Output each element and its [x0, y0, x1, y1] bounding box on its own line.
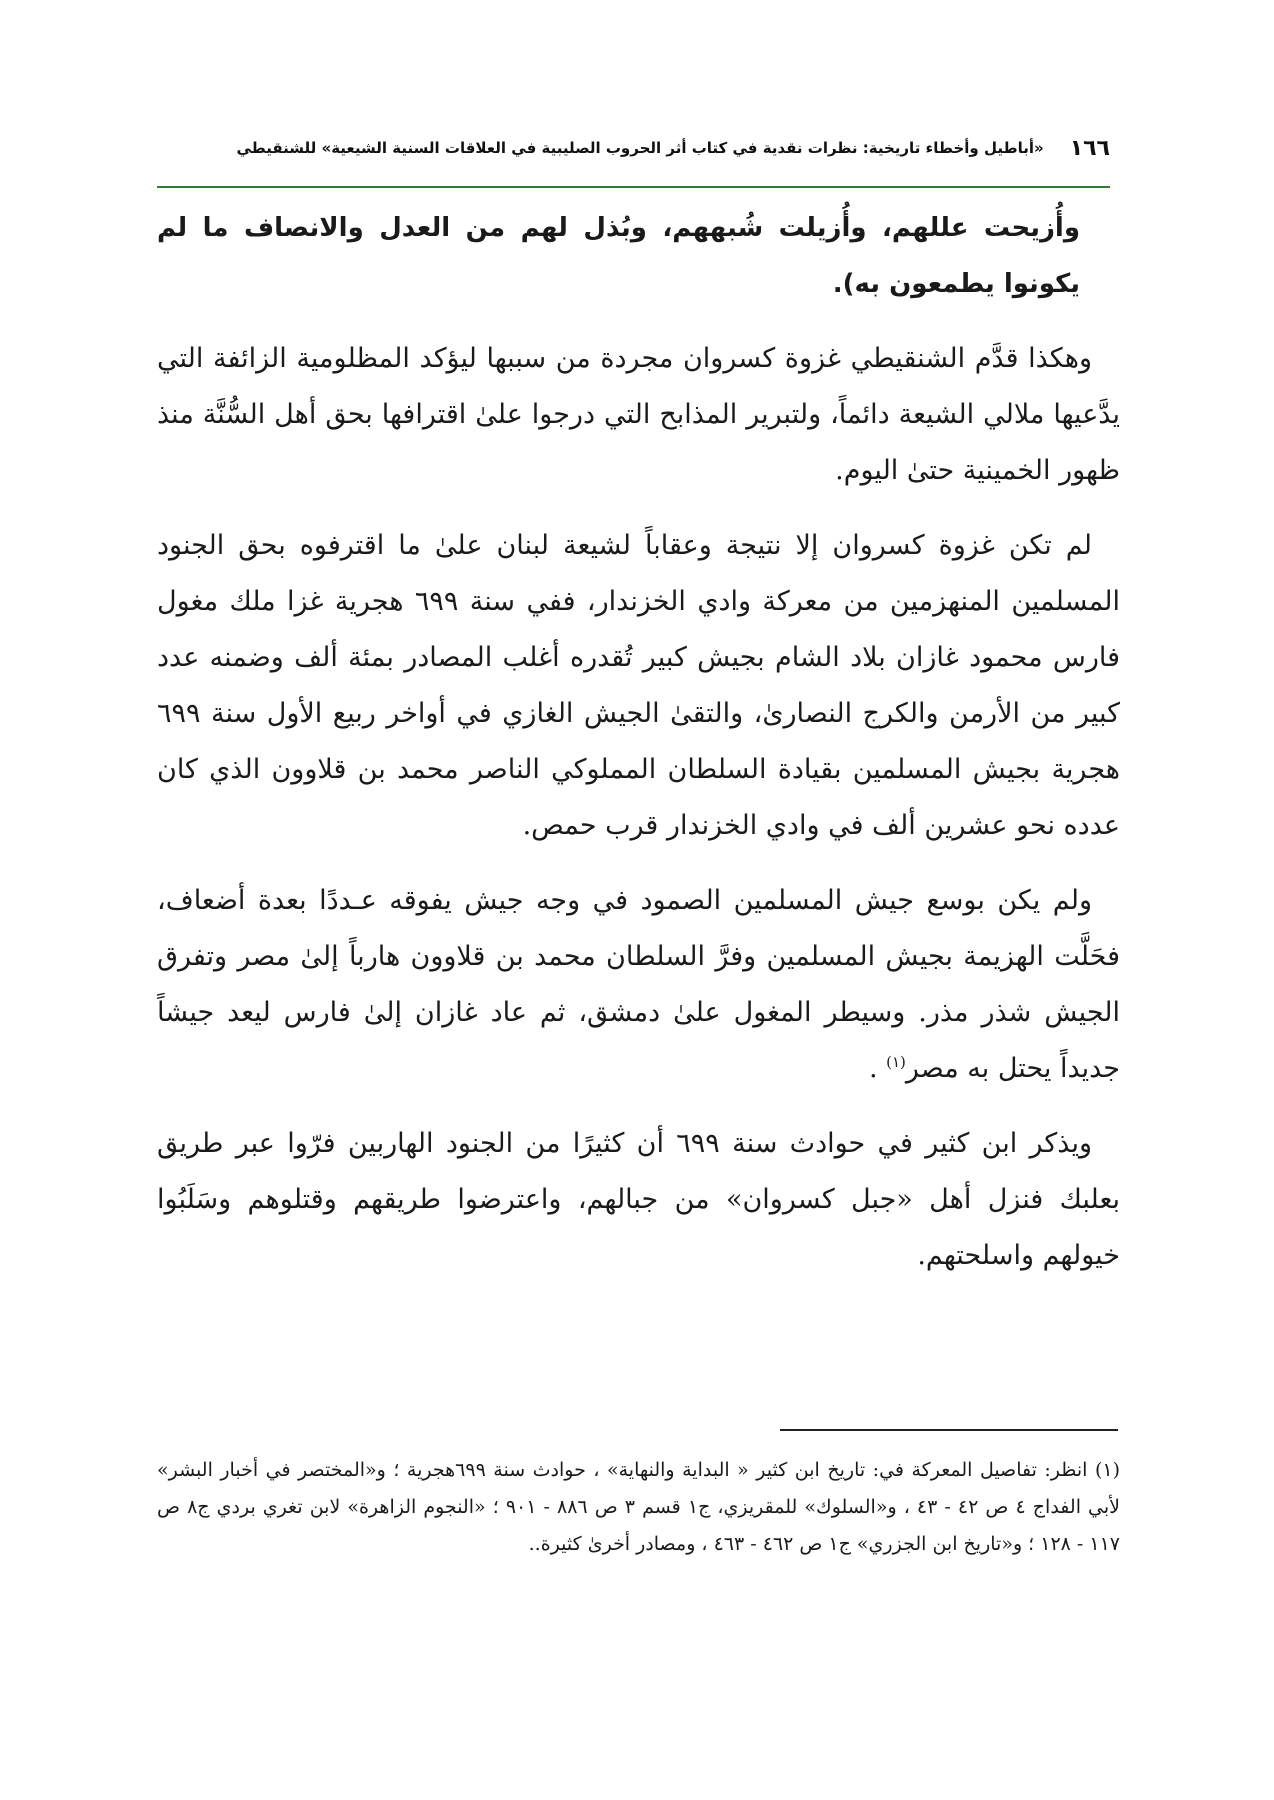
- main-text: [157, 200, 1120, 1303]
- paragraph-3-end: .: [868, 1053, 887, 1084]
- running-header: [157, 128, 1110, 168]
- paragraph-3-text: ولم يكن بوسع جيش المسلمين الصمود في وجه جيش يفوقه عـددًا بعدة أضعاف، فحَلَّت الهزيمة بجيش المسلمين وفرَّ السلطان محمد بن قلاوون هارباً إلىٰ مصر وتفرق الجيش شذر مذر. وسيطر المغول علىٰ دمشق، ثم عاد غازان إلىٰ فارس ليعد جيشاً جديداً يحتل به مصر: [157, 885, 1120, 1084]
- quote-continuation: وأُزيحت عللهم، وأُزيلت شُبههم، وبُذل لهم من العدل والانصاف ما لم يكونوا يطمعون به).: [157, 213, 1080, 299]
- paragraph-2: لم تكن غزوة كسروان إلا نتيجة وعقاباً لشيعة لبنان علىٰ ما اقترفوه بحق الجنود المسلمين المنهزمين من معركة وادي الخزندار، ففي سنة ٦٩٩ هجرية غزا ملك مغول فارس محمود غازان بلاد الشام بجيش كبير تُقدره أغلب المصادر بمئة ألف وضمنه عدد كبير من الأرمن والكرج النصارىٰ، والتقىٰ الجيش الغازي في أواخر ربيع الأول سنة ٦٩٩ هجرية بجيش المسلمين بقيادة السلطان المملوكي الناصر محمد بن قلاوون الذي كان عدده نحو عشرين ألف في وادي الخزندار قرب حمص.: [157, 530, 1120, 841]
- footnotes: [157, 1452, 1120, 1563]
- footnote-text: (١) انظر: تفاصيل المعركة في: تاريخ ابن كثير « البداية والنهاية» ، حوادث سنة ٦٩٩هجرية ؛ و«المختصر في أخبار البشر» لأبي الفداج ٤ ص ٤٢ - ٤٣ ، و«السلوك» للمقريزي، ج١ قسم ٣ ص ٨٨٦ - ٩٠١ ؛ «النجوم الزاهرة» لابن تغري بردي ج٨ ص ١١٧ - ١٢٨ ؛ و«تاريخ ابن الجزري» ج١ ص ٤٦٢ - ٤٦٣ ، ومصادر أخرىٰ كثيرة..: [157, 1459, 1121, 1555]
- running-title: «أباطيل وأخطاء تاريخية: نظرات نقدية في كتاب أثر الحروب الصليبية في العلاقات السنية الشيعية» للشنقيطي: [236, 139, 1044, 157]
- paragraph-1: وهكذا قدَّم الشنقيطي غزوة كسروان مجردة من سببها ليؤكد المظلومية الزائفة التي يدَّعيها ملالي الشيعة دائماً، ولتبرير المذابح التي درجوا علىٰ اقترافها بحق أهل السُّنَّة منذ ظهور الخمينية حتىٰ اليوم.: [157, 343, 1120, 486]
- paragraph-3: [157, 873, 1120, 1097]
- footnote-1: [157, 1452, 1120, 1563]
- page-number: ١٦٦: [1069, 135, 1110, 161]
- footnote-divider: [780, 1429, 1118, 1431]
- paragraph-4: ويذكر ابن كثير في حوادث سنة ٦٩٩ أن كثيرًا من الجنود الهاربين فرّوا عبر طريق بعلبك فنزل أهل «جبل كسروان» من جبالهم، واعترضوا طريقهم وقتلوهم وسَلَبُوا خيولهم واسلحتهم.: [157, 1128, 1120, 1271]
- footnote-reference[interactable]: (١): [886, 1053, 906, 1071]
- header-divider: [157, 186, 1110, 188]
